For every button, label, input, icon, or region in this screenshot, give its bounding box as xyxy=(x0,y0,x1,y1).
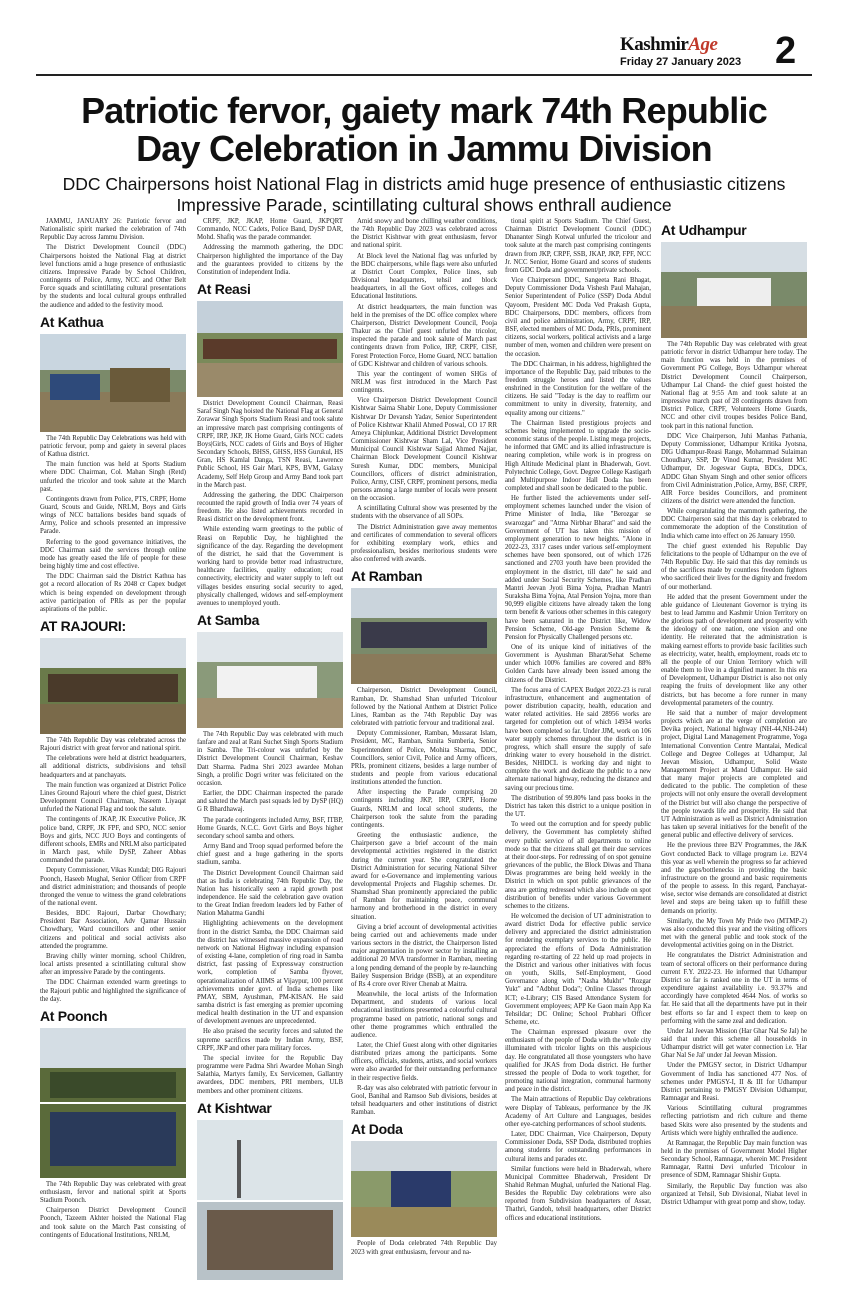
paragraph: Contingents drawn from Police, PTS, CRPF, Home Guard, Scouts and Guide, NRLM, Boys and Girls wings of NCC battalions besides band squads of Army, Police and schools presented an impressive Parade. xyxy=(40,495,186,536)
reasi-text xyxy=(197,400,343,608)
paragraph: The special invitee for the Republic Day programme were Padma Shri Awardee Mohan Singh Salathia, Martyrs family, Ex Servicemen, Gallantry awardees, DDC members, PRI members, ULB members and other prominent citizens. xyxy=(197,1054,343,1095)
photo-reasi-parade xyxy=(197,301,343,397)
paragraph: Chairperson, District Development Council, Ramban, Dr. Shamshad Shan unfurled Tricolour followed by the National Anthem at District Police Lines, Ramban as the 74th Republic Day was celebrated with patriotic fervour and traditional zeal. xyxy=(351,687,497,728)
paragraph: Similar functions were held in Bhaderwah, where Municipal Committee Bhaderwah, President Dr Shahid Rehman Mughal, unfurled the National Flag. Besides the Republic Day celebrations were also reported from Subdivision headquarters of Assar, Thathri, Gandoh, tehsil headquarters, other District offices and educational institutions. xyxy=(505,1165,651,1222)
brand-logo xyxy=(620,34,717,56)
paragraph: Deputy Commissioner, Ramban, Mussarat Islam, President, MC, Ramban, Sunita Sumberia, Senior Superintendent of Police, Mohita Sharma, DDC, Councillors, senior Civil, Police and Army officers, PRIs, prominent citizens, besides a large number of students and people from various educational institutions attended the function. xyxy=(351,730,497,787)
section-title-samba: At Samba xyxy=(197,612,260,628)
paragraph: At district headquarters, the main function was held in the premises of the DC office complex where Chairperson, District Development Council, Pooja Thakur as the Chief guest unfurled the tricolor, inspected the parade and took salute of March past contingents drawn from Police, IRP, CRPF, CISF, Forest Protection Force, Home Guard, NCC battalion of GDC Kishtwar and children of various schools. xyxy=(351,303,497,368)
kishtwar-text xyxy=(351,218,497,564)
paragraph: The Chairman listed prestigious projects and schemes being implemented to upgrade the socio-economic status of the people. Listing mega projects, he informed that GMC and its allied infrastructure is nearing completion, while work is in progress on High Altitude Medicinal plant in Bhaderwah, Govt. Polytechnic College, Govt. Degree College Kastigarh and Multipurpose Indoor Hall Doda has been completed and shall soon be dedicated to the public. xyxy=(505,419,651,492)
paragraph: Similarly, the Republic Day function was also organized at Tehsil, Sub Divisional, Niabat level in District Udhampur with great pomp and show, today. xyxy=(661,1182,807,1206)
section-title-doda: At Doda xyxy=(351,1121,403,1138)
paragraph: The distribution of 99.80% land pass books in the District has taken this district to a unique position in the UT. xyxy=(505,794,651,819)
paragraph: Earlier, the DDC Chairman inspected the parade and saluted the March past squads led by DySP (HQ) G R Bhardhawaj. xyxy=(197,790,343,814)
paragraph: Meanwhile, the local artists of the Information Department, and students of various local educational institutions presented a colourful cultural programme based on patriotic, national songs and other theme programmes which enthralled the audience. xyxy=(351,991,497,1039)
paragraph: He added that the present Government under the able guidance of Lieutenant Governor is trying its best to lead Jammu and Kashmir Union Territory on the glorious path of development and prosperity with the ideology of one nation, one vision and one identity. He reiterated that the administration is making earnest efforts to provide basic facilities such as electricity, water, health, employment, roads etc to all the people of our Union Territory which will enable them to live in a dignified manner. In this era of Development, Udhampur District is also not only reaping the fruits of development like any other districts, but has become a fore runner in many developmental parameters of the country. xyxy=(661,593,807,707)
paragraph: This year the contingent of women SHGs of NRLM was first introduced in the March Past contingents. xyxy=(351,370,497,395)
rajouri-text xyxy=(40,737,186,1004)
paragraph: The 74th Republic Day was celebrated across the Rajouri district with great fervor and national spirit. xyxy=(40,737,186,753)
photo-doda-parade xyxy=(351,1141,497,1237)
subhead-line-2: Impressive Parade, scintillating cultural shows enthrall audience xyxy=(176,195,672,215)
paragraph: The chief guest extended his Republic Day felicitations to the people of Udhampur on the eve of 74th Republic Day. He said that this day reminds us of the sacrifices made by countless freedom fighters who sacrificed their lives for the dignity and freedom of our motherland. xyxy=(661,542,807,591)
photo-samba-parade xyxy=(197,632,343,728)
paragraph: Greeting the enthusiastic audience, the Chairperson gave a brief account of the main developmental activities registered in the district during the current year. She congratulated the District Administration for securing National Silver award for e-Governance and implementing various developmental Projects and Flagship schemes. Dr. Shamshad Shan prominently appreciated the public of Ramban for maintaining peace, communal harmony and brotherhood in the district in every situation. xyxy=(351,832,497,921)
paragraph: Army Band and Troop squad performed before the chief guest and a huge gathering in the sports stadium, samba. xyxy=(197,843,343,867)
ramban-text xyxy=(351,687,497,1117)
paragraph: Various Scintillating cultural programmes reflecting patriotism and rich culture and theme based Skits were also presented by the students and Artists which were highly enthralled the audience. xyxy=(661,1105,807,1137)
brand-accent: Age xyxy=(688,34,718,55)
section-title-ramban: At Ramban xyxy=(351,568,423,585)
paragraph: Under the PMGSY sector, in District Udhampur Government of India has sanctioned 477 Nos. of schemes under PMGSY-I, II & III for Udhampur District pertaining to PMGSY Division Udhampur, Ramnagar and Reasi. xyxy=(661,1062,807,1103)
paragraph: Chairperson District Development Council Poonch, Tazeem Akhter hoisted the National Flag and took salute on the March Past consisting of contingents of Educational Institutions, NRLM, xyxy=(40,1207,186,1239)
kathua-text xyxy=(40,435,186,614)
paragraph: He welcomed the decision of UT administration to award district Doda for effective public service delivery and appreciated the district administration for rendering exemplary services to the public. He appreciated the efforts of Doda Administration regarding re-starting of 22 held up road projects in the District and various other initiatives with focus on youth, Skills, Self-Employment, Good Governance along with "Nasha Mukht" "Rozgar Yukt" and "Adbhut Doda"; Online Classes through ICT; e-Library; CIS Based Attendance System for Government employees; APP Ke Gaon main App Ka Tehsildar; DC Online; School Prabhari Officer Scheme, etc. xyxy=(505,912,651,1026)
section-title-poonch: At Poonch xyxy=(40,1007,108,1024)
paragraph: The District Administration gave away mementos and certificates of commendation to several officers for exhibiting exemplary work, ethics and professionalism, besides meritorious students were also conferred with awards. xyxy=(351,523,497,564)
page-number: 2 xyxy=(775,30,797,72)
paragraph: At Ramnagar, the Republic Day main function was held in the premises of Government Model Higher Secondary School, Ramnagar, wherein MC President Ramnagar, Rattni Devi unfurled Tricolour in presence of SDM, Ramnagar Shishir Gupta. xyxy=(661,1139,807,1180)
column-2 xyxy=(197,218,343,1283)
paragraph: He further listed the achievements under self-employment schemes launched under the vision of Prime Minister of India, like "Berozgar se swarozgar" and "Atma Nirbhar Bharat" and said the Government of UT has taken this mission of employment generation to new heights. "Alone in 2022-23, 3317 cases under various self-employment schemes have been sponsored, out of which 1726 sanctioned and 2703 youth have been provided the employment in the district, till date" he said and added under Social Security Schemes, like Pradhan Mantri Jeevan Jyoti Bima Yojna, Pradhan Mantri Suraksha Bima Yojna, Atal Pension Yojna, more than 90,999 eligible citizens have already taken the long term benefit & various other schemes in this category have been saturated in the District like, Widow Pension Scheme, Old-age Pension Scheme & Pension for Physically Challenged persons etc. xyxy=(505,495,651,641)
section-title-rajouri: AT RAJOURI: xyxy=(40,618,126,634)
paragraph: The 74th Republic Day was celebrated with much fanfare and zeal at Rani Suchet Singh Sports Stadium in Samba. The Tri-colour was unfurled by the District Development Council Chairman, Keshav Datt Sharma. Padma Shri 2023 awardee Mohan Singh, a prolific Dogri writer was felicitated on the occasion. xyxy=(197,731,343,787)
paragraph: The 74th Republic Day Celebrations was held with patriotic fervour, pomp and gaiety in several places of Kathua district. xyxy=(40,434,186,459)
section-title-kishtwar: At Kishtwar xyxy=(197,1099,272,1116)
paragraph: Amid snowy and bone chilling weather conditions, the 74th Republic Day 2023 was celebrated across the District Kishtwar with great enthusiasm, fervor and national spirit. xyxy=(351,218,497,250)
paragraph: One of its unique kind of initiatives of the Government is Ayushman Bharat/Sehat Scheme under which 100% families are covered and 88% Golden Cards have already been issued among the citizens of the District. xyxy=(505,643,651,684)
headline-line-1: Patriotic fervor, gaiety mark 74th Republic xyxy=(81,90,767,131)
paragraph: Braving chilly winter morning, school Children, local artists presented a scintillating cultural show after an impressive Parade by the contingents. xyxy=(40,952,186,977)
paragraph: CRPF, JKP, JKAP, Home Guard, JKPQRT Commando, NCC Cadets, Police Band, DySP DAR, Mohd. Shafiq was the parade commander. xyxy=(197,218,343,242)
paragraph: He also praised the security forces and saluted the supreme sacrifices made by Indian Army, BSF, CRPF, JKP and other para military forces. xyxy=(197,1028,343,1052)
masthead xyxy=(0,30,848,72)
paragraph: People of Doda celebrated 74th Republic Day 2023 with great enthusiasm, fervour and na- xyxy=(351,1240,497,1256)
paragraph: The District Development Council (DDC) Chairpersons hoisted the National Flag at district level functions amid a huge presence of enthusiastic citizens. Impressive Parade by School Children, contingents of Police, Army, NCC and Other Belt Force squads and scintillating cultural presentations by the students and local cultural groups enthralled the audience and added to the festivity mood. xyxy=(40,244,186,309)
paragraph: The celebrations were held at district headquarters, all additional districts, subdivisions and tehsil headquarters and at panchayats. xyxy=(40,755,186,779)
paragraph: Giving a brief account of developmental activities being carried out and achievements made under various sectors in the district, the Chairperson listed major augmentation in power sector by installing an additional 20 MVA transformer in Ramban, meeting a long pending demand of the people by re-launching Bailey Suspension Bridge (BSB), at an expenditure of Rs 4 crore over River Chenab at Maitra. xyxy=(351,923,497,988)
issue-date: Friday 27 January 2023 xyxy=(620,56,742,68)
section-title-reasi: At Reasi xyxy=(197,281,251,298)
paragraph: Besides, BDC Rajouri, Darbar Chowdhary; President Bar Association, Adv Qamar Hussain Chowdhary, Ward councillors and other senior citizens and political and social activists also attended the programme. xyxy=(40,910,186,950)
paragraph: At Block level the National flag was unfurled by the BDC chairpersons, while flags were also unfurled at District Court Complex, Police lines, sub Divisional headquarters, tehsil and block headquarters, in all the Govt offices, colleges and Educational Institutions. xyxy=(351,252,497,301)
subheadline xyxy=(60,174,788,216)
paragraph: Addressing the mammoth gathering, the DDC Chairperson highlighted the importance of the Day and the guarantees provided to citizens by the Constitution of independent India. xyxy=(197,244,343,276)
column-5 xyxy=(661,218,807,1209)
paragraph: R-day was also celebrated with patriotic fervour in Gool, Banihal and Ramsoo Sub divisions, besides at tehsil headquarters and other institutions of district Ramban. xyxy=(351,1084,497,1117)
column-3 xyxy=(351,218,497,1259)
doda-text xyxy=(351,1240,497,1256)
paragraph: The contingents of JKAP, JK Executive Police, JK police band, CRPF, JK FPF, and SPO, NCC senior Boys and girls, NCC JUO Boys and contingents of different schools, EMRs and NRLM also participated in March past, while DySP, Zaheer Abbas commanded the parade. xyxy=(40,816,186,865)
paragraph: While congratulating the mammoth gathering, the DDC Chairperson said that this day is celebrated to commemorate the adoption of the Constitution of India which came into effect on 26 January 1950. xyxy=(661,508,807,540)
column-1 xyxy=(40,218,186,1242)
paragraph: He said that a number of major development projects which are at the verge of completion are Devika project, National highway (NH-44,NH-244) project, Digital Land Management Programme, Yoga International Convention Centre Mantalai, Medical College and Degree Colleges at Udhampur, Jal Jeevan Mission, Udhampur, Solid Waste Management Project at Mand Udhampur. He said that many major projects are completed and dedicated to the public. The completion of these projects will not only ensure the overall development of the District but will also change the perspective of the people towards life and prosperity. He said that UT Administration as well as District Administration has taken up several initiatives for the benefit of the general public and effective delivery of services. xyxy=(661,709,807,840)
section-title-udhampur: At Udhampur xyxy=(661,222,747,238)
poonch-text xyxy=(40,1181,186,1240)
paragraph: The focus area of CAPEX Budget 2022-23 is rural infrastructure, enhancement and augmentation of power distribution capacity, health, education and water related activities. He said 28956 works are targeted for completion out of which 14934 works have been completed so far. Under JJM, work on 106 water supply schemes throughout the district is in progress, which shall ensure the supply of safe drinking water to every household in the district. Besides, NHIDCL is working day and night to complete the work and dedicate the public to a new alternate national highway, reducing the distance and saving our precious time. xyxy=(505,686,651,792)
paragraph: The main function was held at Sports Stadium where DDC Chairman, Col. Mahan Singh (Retd) unfurled the tricolor and took salute at the March past. xyxy=(40,461,186,493)
photo-poonch-parade xyxy=(40,1028,186,1178)
paragraph: The District Development Council Chairman said that as India is celebrating 74th Republic Day, the Nation has historically seen a rapid growth post independence. He said the celebration gave ovation to the Great Indian freedom leaders led by Father of Nation Mahatma Gandhi xyxy=(197,869,343,918)
paragraph: Vice Chairperson DDC, Sangeeta Rani Bhagat, Deputy Commissioner Doda Vishesh Paul Mahajan, Senior Superintendent of Police (SSP) Doda Abdul Qayoom, President MC Doda Ved Prakash Gupta, BDC Chairpersons, DDC members, officers from civil and police administration, Army, CRPF, IRP, BSF, elected members of MC Doda, PRIs, prominent citizens, social workers, political activists and a large number of men, women and children were present on the occasion. xyxy=(505,277,651,358)
paragraph: The 74th Republic Day was celebrated with great patriotic fervor in district Udhampur here today. The main function was held in the premises of Government PG College, Boys Udhampur whereat District Development Council Chairperson, Udhampur Lal Chand- the chief guest hoisted the National flag at 9:55 Am and took salute at an impressive march past of 28 contingents drawn from District Police, CRPF, Volunteers Home Guards, NCC and other civil troupes besides Police Band, took part in this national function. xyxy=(661,341,807,430)
top-rule xyxy=(36,74,812,76)
paragraph: The Main attractions of Republic Day celebrations were Display of Tableaus, performance by the JK Academy of Art Culture and Languages, besides other eye-catching performances of school students. xyxy=(505,1096,651,1128)
paragraph: Referring to the good governance initiatives, the DDC Chairman said the services through online mode has greatly eased the life of people for these being highly time and cost effective. xyxy=(40,538,186,571)
photo-rajouri-parade xyxy=(40,638,186,734)
paragraph: Vice Chairperson District Development Council Kishtwar Saima Shabir Lone, Deputy Commissioner Kishtwar Dr Devansh Yadav, Senior Superintendent of Police Kishtwar Khalil Ahmed Poswal, CO 17 RR Ameya Chiplunkar, Additional District Development Commissioner Kishtwar Sham Lal, Vice President Municipal Council Kishtwar Sajjad Ahmed Najjar, Chairman Block Development Council Kishtwar Suresh Kumar, DDC members, Municipal Councillors, officers of district administration, Police, Army, CISF, CRPF, prominent persons, media persons among a large number of locals were present on the occasion. xyxy=(351,397,497,503)
paragraph: The DDC Chairman said the District Kathua has got a record allocation of Rs 2048 cr Capex budget which is being expended on development through active participation of PRIs as per the popular aspirations of the public. xyxy=(40,573,186,613)
photo-ramban-parade xyxy=(351,588,497,684)
paragraph: The DDC Chairman, in his address, highlighted the importance of the Republic Day, paid tributes to the freedom struggle heroes and listed the values enshrined in the Constitution for the welfare of the citizens. He said "Today is the day to reaffirm our commitment to unity in diversity, fraternity, and equality among our citizens." xyxy=(505,360,651,417)
column-4 xyxy=(505,218,651,1225)
paragraph: While extending warm greetings to the public of Reasi on Republic Day, he highlighted the significance of the day. Regarding the development of the district, he said that the Government is working hard to provide better road infrastructure, healthcare facilities, quality education; road connectivity, electricity and water supply to left out villages besides ensuring social security to aged, physically challenged, widows and self-employment avenues to unemployed youth. xyxy=(197,526,343,607)
paragraph: DDC Vice Chairperson, Juhi Manhas Pathania, Deputy Commissioner, Udhampur Kritika Jyotsna, DIG Udhampur-Reasi Range, Mohammad Sulaiman Choudhary, SSP, Dr Vinod Kumar, President MC Udhampur, Dr. Jogeswar Gupta, BDCs, DDCs, ADDC Ghan Shyam Singh and other senior officers from Civil Administration ,Police, Army, BSF, CRPF, AIR Force besides Councillors, and prominent citizens of the district were attended the function. xyxy=(661,432,807,505)
headline-line-2: Day Celebration in Jammu Division xyxy=(136,128,712,169)
paragraph: To weed out the corruption and for speedy public delivery, the Government has completely shifted every public service of all departments to online mode so that the citizens shall get their due services at their door-steps. For redressing of on spot genuine grievances of the public, the Block Diwas and Thana Diwas programmes are being held weekly in the District in which on spot public grievances of the area are getting redressed which also include on spot distribution of benefits under various Government schemes to the citizens. xyxy=(505,821,651,910)
samba-text xyxy=(197,731,343,1096)
paragraph: tional spirit at Sports Stadium. The Chief Guest, Chairman District Development Council (DDC) Dhananter Singh Kotwal unfurled the tricolour and took salute at the march past comprising contingents drawn from JKP, CRPF, SSB, JKAP, JKP, FPF, NCC Jr. NCC Senior, Home Guard and scores of students from GDC Doda and government/private schools. xyxy=(505,218,651,274)
udhampur-text xyxy=(661,341,807,1207)
section-title-kathua: At Kathua xyxy=(40,313,104,330)
headline xyxy=(40,92,808,168)
paragraph: The Chairman expressed pleasure over the enthusiasm of the people of Doda with the whole city illuminated with tricolor lights on this auspicious day. He congratulated all those youngsters who have qualified for JKAS from Doda district. He further stressed the people of Doda to work together, for promoting national integration, communal harmony and peace in the district. xyxy=(505,1029,651,1094)
paragraph: Similarly, the My Town My Pride two (MTMP-2) was also conducted this year and the visiting officers met with the general public and took stock of the developmental activities going on in the District. xyxy=(661,917,807,950)
paragraph: Later, the Chief Guest along with other dignitaries distributed prizes among the participants. Some officers, officials, students, artists, and social workers were also awarded for their outstanding performance in their respective fields. xyxy=(351,1041,497,1082)
doda-continuation-text xyxy=(505,218,651,1223)
paragraph: Addressing the gathering, the DDC Chairperson recounted the rapid growth of India over 74 years of freedom. He also listed achievements recorded in Reasi district on the development front. xyxy=(197,491,343,524)
paragraph: After inspecting the Parade comprising 20 contingents including JKP, IRP, CRPF, Home Guards, NRLM and local school students, the Chairperson took the salute from the parading contingents. xyxy=(351,789,497,829)
paragraph: The main function was organized at District Police Lines Ground Rajouri where the chief guest, District Development Council Chairman, Naseem Liyaqat unfurled the National Flag and took the salute. xyxy=(40,781,186,814)
paragraph: He congratulates the District Administration and team of sectoral officers on their performance during current F.Y. 2022-23. He informed that Udhampur District so far is ranked one in the UT in terms of expenditure against availability i.e. 93.37% and accordingly have completed 4644 Nos. of works so far. He said that all the departments have put in their best efforts so far and I expect them to keep on performing with the same zeal and dedication. xyxy=(661,952,807,1025)
paragraph: Later, DDC Chairman, Vice Chairperson, Deputy Commissioner Doda, SSP Doda, distributed trophies among students for outstanding performances in cultural items and parades etc. xyxy=(505,1131,651,1163)
photo-udhampur-parade xyxy=(661,242,807,338)
continuation-text xyxy=(197,218,343,277)
paragraph: The 74th Republic Day was celebrated with great enthusiasm, fervor and national spirit at Sports Stadium Poonch. xyxy=(40,1180,186,1205)
subhead-line-1: DDC Chairpersons hoist National Flag in districts amid huge presence of enthusiastic citizens xyxy=(62,174,786,194)
photo-kathua-parade xyxy=(40,334,186,432)
paragraph: Deputy Commissioner, Vikas Kundal; DIG Rajouri Poonch, Haseeb Mughal, Senior Officer from CRPF and district administration; and thousands of people thronged the venue to witness the grand celebrations of the national event. xyxy=(40,867,186,907)
paragraph: The parade contingents included Army, BSF, ITBP, Home Guards, N.C.C. Govt Girls and Boys higher secondary school samba and others. xyxy=(197,816,343,840)
paragraph: Highlighting achievements on the development front in the district Samba, the DDC Chairman said the district has witnessed massive expansion of road network on National Highway including expansion of existing 4-lane, completion of ring road in Samba district, fast passing of Expressway construction work, completion of Samba flyover, operationalization of AIIMS at Vijaypur, 100 percent achievements under govt. of India schemes like PMAY, SBM, Ayushman, PM-KISAN. He said samba district is fast emerging as premier upcoming medical health destination in the UT and expansion of development avenues are unprecedented. xyxy=(197,920,343,1026)
paragraph: The DDC Chairman extended warm greetings to the Rajouri public and highlighted the significance of the day. xyxy=(40,979,186,1003)
paragraph: Under Jal Jeevan Mission (Har Ghar Nal Se Jal) he said that under this scheme all households in Udhampur district will get water connection i.e. 'Har Ghar Nal Se Jal' under Jal Jeevan Mission. xyxy=(661,1027,807,1060)
paragraph: A scintillating Cultural show was presented by the students with the observance of all SOPs. xyxy=(351,505,497,521)
intro-text xyxy=(40,218,186,310)
paragraph: District Development Council Chairman, Reasi Saraf Singh Nag hoisted the National Flag at General Zorawar Singh Sports Stadium Reasi and took salute an impressive march past comprising contingents of CRPF, IRP, JKP, JK Home Guard, Girls NCC cadets Boys|Girls, NCC cadets of Girls and Boys of Higher Secondary Schools, BHSS, GHSS, HSS Gurukul, HS Gran, HS Kamlal Danga, TSN Reasi, Lawrence Public School, HS Gair Mari, KPS, BVM, Galaxy Academy, Self Help Group and Army Band took part in the March past. xyxy=(197,400,343,489)
brand-main: Kashmir xyxy=(620,34,689,55)
photo-kishtwar-celebration xyxy=(197,1120,343,1280)
paragraph: JAMMU, JANUARY 26: Patriotic fervor and Nationalistic spirit marked the celebration of 74th Republic Day across Jammu Division. xyxy=(40,218,186,242)
paragraph: He the previous three B2V Programmes, the J&K Govt conducted Back to village program i.e. B2V4 this year as well wherein the progress so far achieved and the gaps/bottlenecks in providing the basic infrastructure on the ground and basic requirements of the people to assess. In this regard, Panchayat-wise, sector wise demands are consolidated at district level and steps are being taken up to fulfill these demands on priority. xyxy=(661,842,807,915)
